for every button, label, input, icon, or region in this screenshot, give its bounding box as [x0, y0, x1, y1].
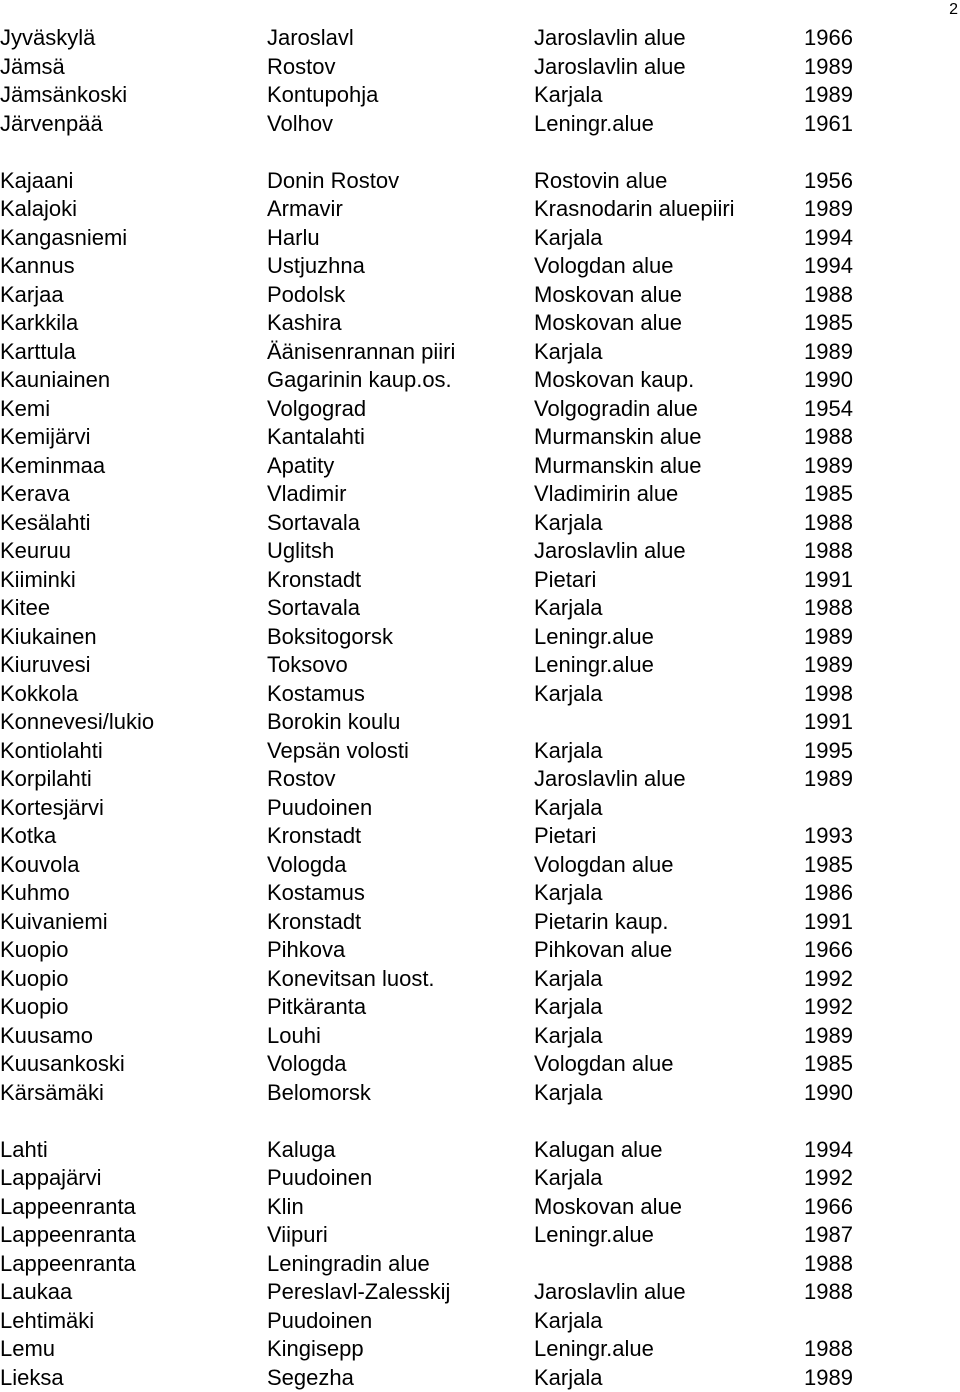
year-cell: 1995 [804, 737, 853, 763]
region-cell: Karjala [534, 595, 603, 620]
municipality-cell: Lahti [0, 1136, 48, 1162]
partner-town-cell: Rostov [267, 766, 336, 791]
partner-town-cell: Volhov [267, 110, 334, 136]
partner-town-cell: Segezha [267, 1364, 354, 1390]
region-cell: Jaroslavlin alue [534, 1279, 686, 1304]
municipality-cell: Laukaa [0, 1279, 73, 1304]
partner-town-cell: Sortavala [267, 595, 360, 620]
region-cell: Volgogradin alue [534, 395, 698, 421]
region-cell: Karjala [534, 1307, 603, 1333]
partner-town-cell: Vladimir [267, 481, 347, 506]
municipality-cell: Kangasniemi [0, 224, 128, 250]
year-cell: 1989 [804, 196, 853, 221]
municipality-cell: Jyväskylä [0, 25, 96, 50]
municipality-cell: Lemu [0, 1336, 56, 1361]
partner-town-cell: Donin Rostov [267, 167, 400, 193]
partner-town-cell: Kostamus [267, 680, 365, 706]
municipality-cell: Kiuruvesi [0, 652, 91, 677]
table-row [0, 537, 960, 566]
municipality-cell: Lappajärvi [0, 1165, 102, 1190]
table-row [0, 737, 960, 766]
partner-town-cell: Jaroslavl [267, 25, 354, 50]
region-cell: Moskovan alue [534, 1193, 682, 1219]
table-row [0, 822, 960, 851]
table-row [0, 1278, 960, 1307]
region-cell: Karjala [534, 680, 603, 706]
region-cell: Moskovan alue [534, 310, 682, 335]
region-cell: Moskovan kaup. [534, 367, 695, 392]
year-cell: 1990 [804, 1079, 853, 1105]
table-row [0, 965, 960, 994]
partner-town-cell: Toksovo [267, 652, 348, 677]
partner-town-cell: Kronstadt [267, 566, 362, 592]
table-row [0, 651, 960, 680]
table-row [0, 395, 960, 424]
region-cell: Rostovin alue [534, 167, 668, 193]
municipality-cell: Kalajoki [0, 196, 78, 221]
year-cell: 1989 [804, 623, 853, 649]
region-cell: Pietarin kaup. [534, 908, 669, 934]
municipality-cell: Kiukainen [0, 623, 97, 649]
table-row [0, 794, 960, 823]
year-cell: 1988 [804, 424, 853, 449]
region-cell: Pihkovan alue [534, 937, 673, 962]
table-row [0, 908, 960, 937]
municipality-cell: Kuusankoski [0, 1051, 125, 1076]
year-cell: 1992 [804, 1165, 853, 1190]
municipality-cell: Jämsänkoski [0, 82, 128, 107]
year-cell: 1961 [804, 110, 853, 136]
table-row [0, 1079, 960, 1108]
municipality-cell: Kerava [0, 481, 70, 506]
year-cell: 1956 [804, 167, 853, 193]
table-row [0, 1250, 960, 1279]
municipality-cell: Karttula [0, 338, 76, 364]
region-cell: Karjala [534, 338, 603, 364]
partner-town-cell: Kashira [267, 310, 342, 335]
region-cell: Leningr.alue [534, 1222, 654, 1247]
table-row [0, 936, 960, 965]
partner-town-cell: Vologda [267, 1051, 347, 1076]
year-cell: 1991 [804, 908, 853, 934]
table-row [0, 423, 960, 452]
municipality-cell: Keminmaa [0, 452, 106, 478]
year-cell: 1954 [804, 395, 853, 421]
table-row [0, 281, 960, 310]
table-row [0, 1136, 960, 1165]
region-cell: Jaroslavlin alue [534, 25, 686, 50]
year-cell: 1989 [804, 53, 853, 79]
region-cell: Vladimirin alue [534, 481, 679, 506]
partner-town-cell: Puudoinen [267, 1307, 373, 1333]
partner-town-cell: Louhi [267, 1022, 321, 1048]
partner-town-cell: Belomorsk [267, 1079, 371, 1105]
table-row [0, 993, 960, 1022]
partner-town-cell: Pereslavl-Zalesskij [267, 1279, 451, 1304]
region-cell: Karjala [534, 509, 603, 535]
region-cell: Jaroslavlin alue [534, 766, 686, 791]
municipality-cell: Kontiolahti [0, 737, 103, 763]
partner-town-cell: Pitkäranta [267, 994, 367, 1019]
region-cell: Murmanskin alue [534, 424, 702, 449]
partner-town-cell: Podolsk [267, 281, 346, 307]
municipality-cell: Karkkila [0, 310, 79, 335]
partner-town-cell: Viipuri [267, 1222, 328, 1247]
municipality-cell: Kuhmo [0, 880, 70, 905]
region-cell: Leningr.alue [534, 110, 654, 136]
municipality-cell: Kotka [0, 823, 57, 848]
year-cell: 1988 [804, 1336, 853, 1361]
year-cell: 1989 [804, 1022, 853, 1048]
year-cell: 1994 [804, 224, 853, 250]
year-cell: 1994 [804, 253, 853, 278]
table-row [0, 110, 960, 139]
partner-town-cell: Kantalahti [267, 424, 365, 449]
partner-town-cell: Rostov [267, 53, 336, 79]
table-row [0, 24, 960, 53]
region-cell: Karjala [534, 224, 603, 250]
year-cell: 1989 [804, 1364, 853, 1390]
partner-town-cell: Boksitogorsk [267, 623, 393, 649]
table-row [0, 1364, 960, 1392]
municipality-cell: Keuruu [0, 538, 71, 563]
year-cell: 1989 [804, 652, 853, 677]
twin-town-list [0, 24, 960, 1392]
table-row [0, 309, 960, 338]
year-cell: 1988 [804, 538, 853, 563]
table-row [0, 680, 960, 709]
partner-town-cell: Sortavala [267, 509, 360, 535]
partner-town-cell: Vepsän volosti [267, 737, 409, 763]
region-cell: Leningr.alue [534, 1336, 654, 1361]
table-row [0, 338, 960, 367]
region-cell: Karjala [534, 737, 603, 763]
table-row [0, 594, 960, 623]
municipality-cell: Kuopio [0, 994, 69, 1019]
year-cell: 1989 [804, 82, 853, 107]
municipality-cell: Jämsä [0, 53, 65, 79]
table-row [0, 1193, 960, 1222]
municipality-cell: Kuusamo [0, 1022, 93, 1048]
region-cell: Leningr.alue [534, 623, 654, 649]
municipality-cell: Kajaani [0, 167, 74, 193]
municipality-cell: Kemijärvi [0, 424, 91, 449]
municipality-cell: Karjaa [0, 281, 64, 307]
municipality-cell: Kesälahti [0, 509, 91, 535]
year-cell: 1992 [804, 994, 853, 1019]
partner-town-cell: Uglitsh [267, 538, 335, 563]
table-row [0, 1307, 960, 1336]
table-row [0, 195, 960, 224]
year-cell: 1985 [804, 310, 853, 335]
region-cell: Karjala [534, 994, 603, 1019]
municipality-cell: Kiiminki [0, 566, 76, 592]
region-cell: Karjala [534, 1364, 603, 1390]
year-cell: 1985 [804, 851, 853, 877]
year-cell: 1998 [804, 680, 853, 706]
table-row [0, 851, 960, 880]
municipality-cell: Lappeenranta [0, 1250, 136, 1276]
partner-town-cell: Armavir [267, 196, 343, 221]
year-cell: 1989 [804, 338, 853, 364]
year-cell: 1992 [804, 965, 853, 991]
partner-town-cell: Kaluga [267, 1136, 336, 1162]
table-row [0, 81, 960, 110]
region-cell: Vologdan alue [534, 851, 674, 877]
municipality-cell: Korpilahti [0, 766, 92, 791]
year-cell: 1966 [804, 25, 853, 50]
year-cell: 1991 [804, 709, 853, 734]
region-cell: Leningr.alue [534, 652, 654, 677]
section-spacer [0, 1107, 960, 1136]
partner-town-cell: Puudoinen [267, 794, 373, 820]
municipality-cell: Lappeenranta [0, 1193, 136, 1219]
region-cell: Karjala [534, 1022, 603, 1048]
partner-town-cell: Harlu [267, 224, 320, 250]
year-cell: 1989 [804, 766, 853, 791]
municipality-cell: Järvenpää [0, 110, 103, 136]
municipality-cell: Kuivaniemi [0, 908, 108, 934]
year-cell: 1966 [804, 937, 853, 962]
region-cell: Jaroslavlin alue [534, 538, 686, 563]
municipality-cell: Kärsämäki [0, 1079, 104, 1105]
partner-town-cell: Volgograd [267, 395, 367, 421]
region-cell: Karjala [534, 1165, 603, 1190]
table-row [0, 1335, 960, 1364]
year-cell: 1985 [804, 1051, 853, 1076]
year-cell: 1966 [804, 1193, 853, 1219]
table-row [0, 879, 960, 908]
partner-town-cell: Puudoinen [267, 1165, 373, 1190]
region-cell: Moskovan alue [534, 281, 682, 307]
region-cell: Murmanskin alue [534, 452, 702, 478]
region-cell: Kalugan alue [534, 1136, 663, 1162]
year-cell: 1994 [804, 1136, 853, 1162]
year-cell: 1985 [804, 481, 853, 506]
partner-town-cell: Leningradin alue [267, 1250, 430, 1276]
partner-town-cell: Kronstadt [267, 908, 362, 934]
year-cell: 1988 [804, 1250, 853, 1276]
region-cell: Karjala [534, 880, 603, 905]
table-row [0, 708, 960, 737]
table-row [0, 224, 960, 253]
section-spacer [0, 138, 960, 167]
table-row [0, 623, 960, 652]
region-cell: Vologdan alue [534, 253, 674, 278]
partner-town-cell: Klin [267, 1193, 304, 1219]
municipality-cell: Kannus [0, 253, 75, 278]
table-row [0, 1221, 960, 1250]
table-row [0, 509, 960, 538]
table-row [0, 452, 960, 481]
municipality-cell: Lehtimäki [0, 1307, 95, 1333]
region-cell: Pietari [534, 823, 597, 848]
partner-town-cell: Pihkova [267, 937, 346, 962]
table-row [0, 1022, 960, 1051]
region-cell: Karjala [534, 82, 603, 107]
partner-town-cell: Gagarinin kaup.os. [267, 367, 452, 392]
partner-town-cell: Kingisepp [267, 1336, 364, 1361]
year-cell: 1986 [804, 880, 853, 905]
municipality-cell: Kuopio [0, 965, 69, 991]
table-row [0, 566, 960, 595]
municipality-cell: Lieksa [0, 1364, 64, 1390]
municipality-cell: Kauniainen [0, 367, 111, 392]
table-row [0, 1164, 960, 1193]
region-cell: Jaroslavlin alue [534, 53, 686, 79]
partner-town-cell: Äänisenrannan piiri [267, 338, 456, 364]
year-cell: 1988 [804, 1279, 853, 1304]
partner-town-cell: Kronstadt [267, 823, 362, 848]
table-row [0, 167, 960, 196]
year-cell: 1988 [804, 509, 853, 535]
region-cell: Karjala [534, 965, 603, 991]
table-row [0, 480, 960, 509]
page-number: 2 [949, 1, 958, 18]
region-cell: Pietari [534, 566, 597, 592]
year-cell: 1987 [804, 1222, 853, 1247]
table-row [0, 1050, 960, 1079]
partner-town-cell: Kontupohja [267, 82, 379, 107]
region-cell: Karjala [534, 794, 603, 820]
table-row [0, 53, 960, 82]
municipality-cell: Kuopio [0, 937, 69, 962]
partner-town-cell: Ustjuzhna [267, 253, 365, 278]
table-row [0, 252, 960, 281]
municipality-cell: Kortesjärvi [0, 794, 104, 820]
municipality-cell: Lappeenranta [0, 1222, 136, 1247]
municipality-cell: Kemi [0, 395, 51, 421]
partner-town-cell: Konevitsan luost. [267, 965, 435, 991]
municipality-cell: Kouvola [0, 851, 80, 877]
year-cell: 1989 [804, 452, 853, 478]
partner-town-cell: Vologda [267, 851, 347, 877]
region-cell: Karjala [534, 1079, 603, 1105]
partner-town-cell: Apatity [267, 452, 335, 478]
partner-town-cell: Kostamus [267, 880, 365, 905]
year-cell: 1990 [804, 367, 853, 392]
region-cell: Krasnodarin aluepiiri [534, 196, 735, 221]
municipality-cell: Kitee [0, 595, 51, 620]
year-cell: 1993 [804, 823, 853, 848]
year-cell: 1988 [804, 595, 853, 620]
year-cell: 1988 [804, 281, 853, 307]
municipality-cell: Kokkola [0, 680, 79, 706]
partner-town-cell: Borokin koulu [267, 709, 401, 734]
region-cell: Vologdan alue [534, 1051, 674, 1076]
table-row [0, 765, 960, 794]
year-cell: 1991 [804, 566, 853, 592]
municipality-cell: Konnevesi/lukio [0, 709, 155, 734]
table-row [0, 366, 960, 395]
